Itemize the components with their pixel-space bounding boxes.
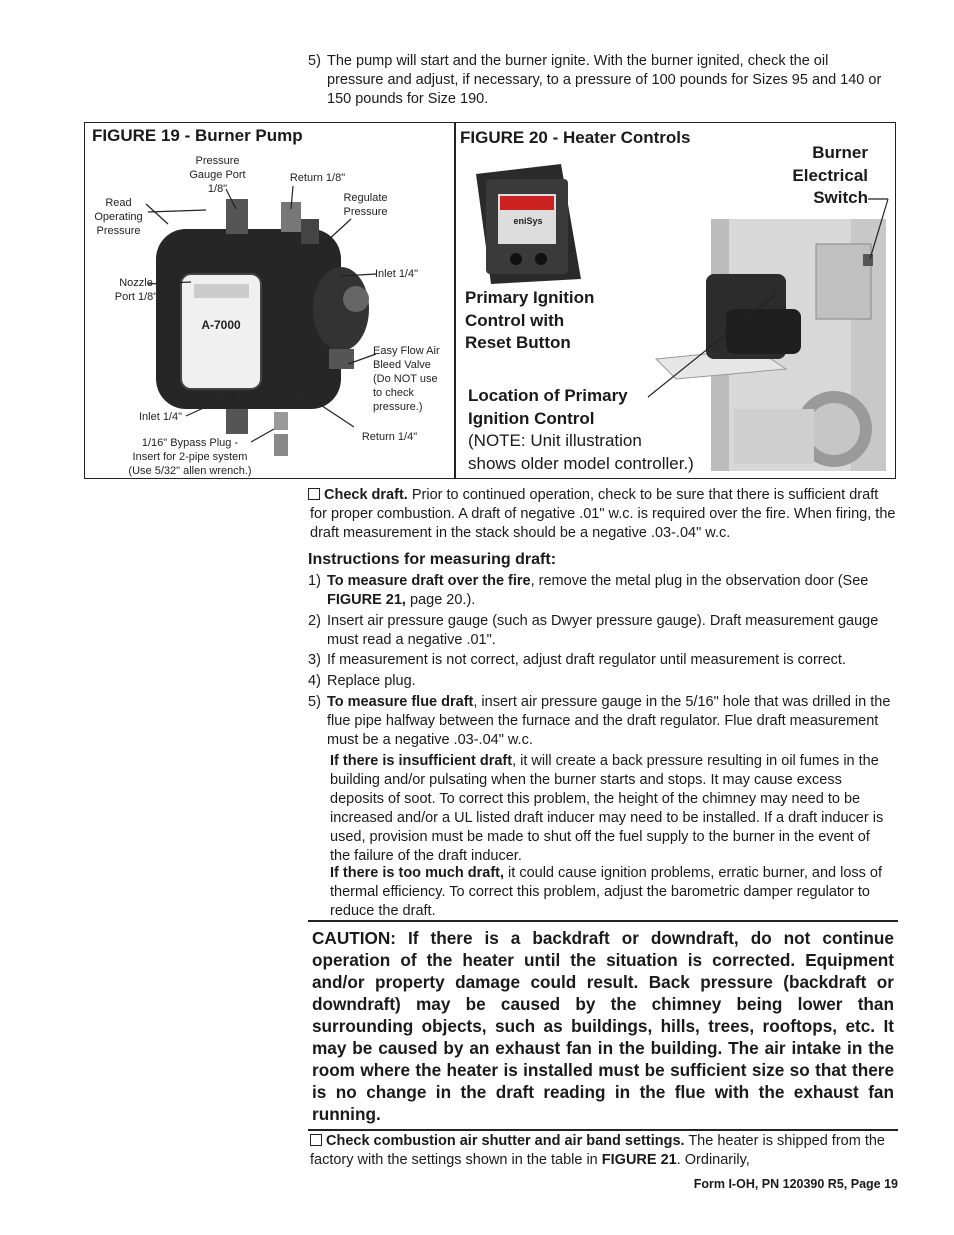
step-text: , insert air pressure gauge in the 5/16" hole that was drilled in the flue pipe halfway between the furnace and the draft regulator. Flue draft measurement must be a negative .03-.04" w.c. — [327, 694, 891, 748]
step-text: If measurement is not correct, adjust draft regulator until measurement is correct. — [327, 652, 846, 668]
check-combustion-checkbox[interactable] — [310, 1134, 322, 1146]
check-combustion-lead: Check combustion air shutter and air band settings. — [326, 1133, 685, 1149]
step-number: 5) — [308, 53, 321, 69]
instruction-step-5 — [308, 693, 898, 750]
intro-step-5 — [308, 52, 883, 109]
figure-ref: FIGURE 21 — [601, 1152, 677, 1168]
check-combustion-tail: . Ordinarily, — [676, 1152, 750, 1168]
step-text: The pump will start and the burner ignite. With the burner ignited, check the oil pressure and adjust, if necessary, to a pressure of 100 pounds for Sizes 95 and 140 or 150 pounds for Size 190. — [327, 53, 882, 107]
check-draft-paragraph — [310, 486, 898, 543]
label-inlet-right: Inlet 1/4" — [374, 268, 419, 280]
step-tail: page 20.). — [405, 592, 476, 608]
check-draft-text: Prior to continued operation, check to be sure that there is sufficient draft for proper combustion. A draft of negative .01" w.c. is required over the fire. When firing, the draft measurement in the stack should be a negative .03-.04" w.c. — [310, 487, 896, 541]
label-burner-electrical-switch: Burner Electrical Switch — [792, 143, 868, 207]
insufficient-text: , it will create a back pressure resulting in oil fumes in the building and/or pulsating when the burner starts and stops. It may cause excess deposits of soot. To correct this problem, the height of the chimney may need to be increased and/or a UL listed draft inducer may need to be installed. If a draft inducer is used, provision must be made to shut off the fuel supply to the burner in the event of the failure of the draft inducer. — [330, 753, 884, 864]
step-lead: To measure flue draft — [327, 694, 474, 710]
caution-top-rule — [308, 920, 898, 922]
label-nozzle-port: Nozzle Port 1/8" — [114, 277, 158, 303]
pump-model-text: A-7000 — [201, 318, 241, 332]
check-draft-lead: Check draft. — [324, 487, 408, 503]
figure-20-title: FIGURE 20 - Heater Controls — [460, 128, 691, 147]
check-combustion-paragraph — [310, 1132, 898, 1170]
label-return-bottom: Return 1/4" — [361, 431, 418, 443]
label-location-note: (NOTE: Unit illustration shows older model controller.) — [468, 431, 694, 473]
label-primary-ignition-control: Primary Ignition Control with Reset Button — [465, 288, 595, 352]
label-regulate-pressure: Regulate Pressure — [343, 192, 388, 218]
caution-block: CAUTION: If there is a backdraft or downdraft, do not continue operation of the heater until the situation is corrected. Equipment and/or property damage could result. Back pressure (backdraft or downdraft) may be caused by the chimney being lower than surrounding objects, such as buildings, hills, trees, rooftops, etc. It may be caused by an exhaust fan in the building. The air intake in the room where the heater is installed must be sufficient size so that there is no change in the draft reading in the flue with the exhaust fan running. — [312, 928, 894, 1124]
instruction-step-4 — [308, 672, 898, 691]
label-location-primary-ignition: Location of Primary Ignition Control — [468, 386, 628, 428]
page-footer: Form I-OH, PN 120390 R5, Page 19 — [693, 1177, 898, 1191]
figure-ref: FIGURE 21, — [327, 592, 406, 608]
check-draft-checkbox[interactable] — [308, 488, 320, 500]
insufficient-draft-paragraph — [330, 752, 888, 866]
label-inlet-left: Inlet 1/4" — [138, 411, 183, 423]
label-bypass-plug: 1/16" Bypass Plug - Insert for 2-pipe system (Use 5/32" allen wrench.) — [128, 437, 252, 477]
check-combustion-text: The heater is shipped from the factory with the settings shown in the table in — [310, 1133, 885, 1168]
step-text: Insert air pressure gauge (such as Dwyer pressure gauge). Draft measurement gauge must read a negative .01". — [327, 613, 879, 648]
label-read-operating-pressure: Read Operating Pressure — [94, 197, 143, 237]
step-number: 1) — [308, 573, 321, 589]
step-number: 5) — [308, 694, 321, 710]
caution-bottom-rule — [308, 1129, 898, 1131]
controller-brand-text: eniSys — [513, 216, 543, 226]
instruction-step-1 — [308, 572, 898, 610]
instruction-step-3 — [308, 651, 898, 670]
step-number: 2) — [308, 613, 321, 629]
step-number: 4) — [308, 673, 321, 689]
figure-19-title: FIGURE 19 - Burner Pump — [92, 126, 303, 145]
step-lead: To measure draft over the fire — [327, 573, 531, 589]
label-return-top: Return 1/8" — [289, 172, 346, 184]
label-bleed-valve: Easy Flow Air Bleed Valve (Do NOT use to check pressure.) — [373, 345, 440, 413]
instruction-step-2 — [308, 612, 898, 650]
instructions-heading: Instructions for measuring draft: — [308, 551, 557, 568]
too-much-draft-paragraph — [330, 864, 888, 921]
step-number: 3) — [308, 652, 321, 668]
step-text: Replace plug. — [327, 673, 416, 689]
too-much-lead: If there is too much draft, — [330, 865, 505, 881]
insufficient-lead: If there is insufficient draft — [330, 753, 513, 769]
too-much-text: it could cause ignition problems, erratic burner, and loss of thermal efficiency. To correct this problem, adjust the barometric damper regulator to reduce the draft. — [330, 865, 883, 919]
label-pressure-gauge-port: Pressure Gauge Port 1/8" — [189, 155, 246, 195]
step-text: , remove the metal plug in the observation door (See — [530, 573, 869, 589]
